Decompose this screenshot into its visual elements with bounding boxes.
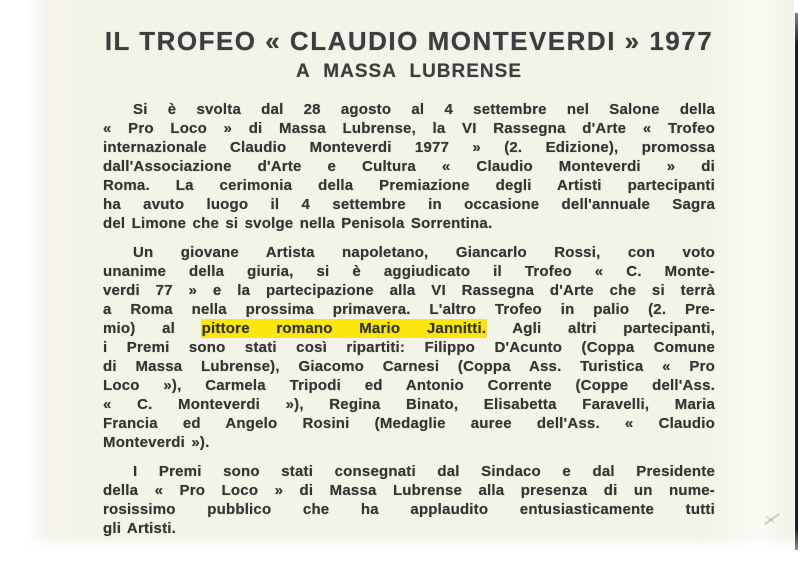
article-subtitle: A MASSA LUBRENSE — [296, 61, 522, 82]
text-line: di Massa Lubrense), Giacomo Carnesi (Coppa Ass. Turistica « Pro — [103, 358, 715, 375]
article-title: IL TROFEO « CLAUDIO MONTEVERDI » 1977 — [104, 26, 714, 56]
text-line: dall'Associazione d'Arte e Cultura « Claudio Monteverdi » di — [103, 158, 715, 175]
text-line: internazionale Claudio Monteverdi 1977 » (2. Edizione), promossa — [103, 139, 715, 156]
highlighted-text: pittore romano Mario Jannitti. — [201, 320, 487, 337]
article — [24, 0, 794, 538]
text-line: « C. Monteverdi »), Regina Binato, Elisabetta Faravelli, Maria — [103, 396, 715, 413]
text-line: a Roma nella prossima primavera. L'altro Trofeo in palio (2. Pre- — [103, 301, 715, 318]
text-line: Roma. La cerimonia della Premiazione degli Artisti partecipanti — [103, 177, 715, 194]
text-line: del Limone che si svolge nella Penisola Sorrentina. — [103, 215, 493, 232]
scanner-edge-line — [795, 13, 798, 550]
text-line: Monteverdi »). — [103, 434, 210, 451]
article-paragraph-1 — [103, 100, 715, 233]
text-segment: Agli altri partecipanti, — [486, 320, 715, 337]
text-line: ha avuto luogo il 4 settembre in occasione dell'annuale Sagra — [103, 196, 715, 213]
text-line: rosissimo pubblico che ha applaudito entusiasticamente tutti — [103, 501, 715, 518]
text-line: I Premi sono stati consegnati dal Sindaco e dal Presidente — [133, 463, 715, 480]
text-line: verdi 77 » e la partecipazione alla VI Rassegna d'Arte che si terrà — [103, 282, 715, 299]
article-body — [103, 100, 715, 538]
text-line: unanime della giuria, si è aggiudicato il Trofeo « C. Monte- — [103, 263, 715, 280]
text-line: della « Pro Loco » di Massa Lubrense alla presenza di un nume- — [103, 482, 715, 499]
text-line: Francia ed Angelo Rosini (Medaglie auree dell'Ass. « Claudio — [103, 415, 715, 432]
article-paragraph-3 — [103, 462, 715, 538]
text-line: Un giovane Artista napoletano, Giancarlo Rossi, con voto — [133, 244, 715, 261]
scanned-clipping — [24, 0, 794, 549]
text-line: Loco »), Carmela Tripodi ed Antonio Corrente (Coppe dell'Ass. — [103, 377, 715, 394]
text-line-highlighted — [103, 319, 715, 338]
text-segment: mio) al — [103, 320, 202, 337]
text-line: gli Artisti. — [103, 520, 177, 537]
text-line: Si è svolta dal 28 agosto al 4 settembre nel Salone della — [133, 101, 715, 118]
article-paragraph-2 — [103, 243, 715, 452]
text-line: « Pro Loco » di Massa Lubrense, la VI Rassegna d'Arte « Trofeo — [103, 120, 715, 137]
text-line: i Premi sono stati così ripartiti: Filippo D'Acunto (Coppa Comune — [103, 339, 715, 356]
